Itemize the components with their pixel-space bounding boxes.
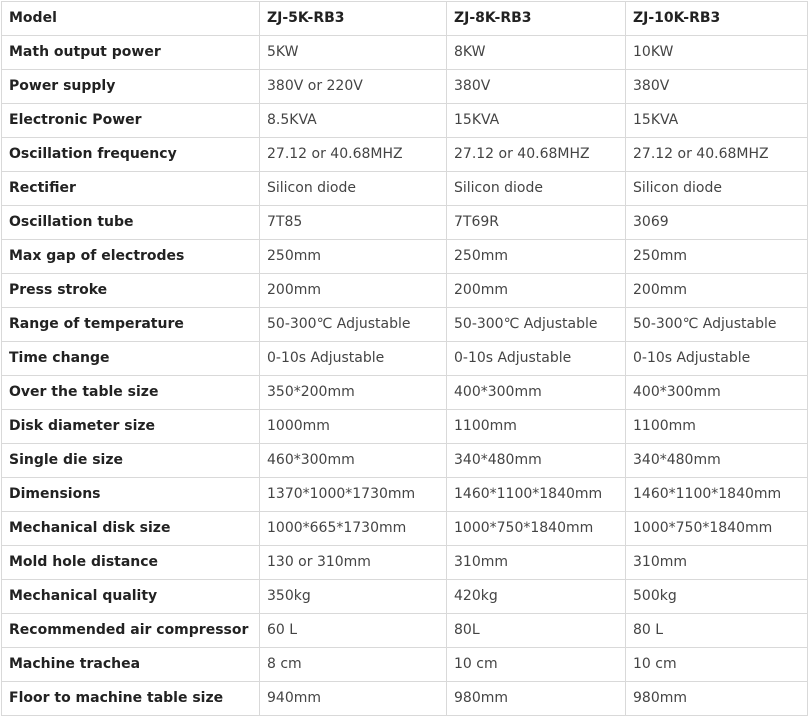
table-row (2, 240, 808, 274)
row-value-cell: 10KW (626, 36, 808, 70)
row-value-cell: Silicon diode (447, 172, 626, 206)
row-value-cell: 940mm (260, 682, 447, 716)
table-row (2, 376, 808, 410)
table-row (2, 206, 808, 240)
row-label-cell: Mold hole distance (2, 546, 260, 580)
row-label-cell: Power supply (2, 70, 260, 104)
row-value-cell: 340*480mm (447, 444, 626, 478)
row-value-cell: 250mm (626, 240, 808, 274)
table-row (2, 308, 808, 342)
row-label-cell: Disk diameter size (2, 410, 260, 444)
row-value-cell: 310mm (626, 546, 808, 580)
row-value-cell: 340*480mm (626, 444, 808, 478)
row-value-cell: 27.12 or 40.68MHZ (447, 138, 626, 172)
row-value-cell: 80L (447, 614, 626, 648)
row-label-cell: Press stroke (2, 274, 260, 308)
row-value-cell: 50-300℃ Adjustable (447, 308, 626, 342)
row-label-cell: Machine trachea (2, 648, 260, 682)
row-value-cell: 0-10s Adjustable (447, 342, 626, 376)
row-value-cell: 27.12 or 40.68MHZ (626, 138, 808, 172)
row-value-cell: 15KVA (447, 104, 626, 138)
table-row (2, 274, 808, 308)
row-value-cell: 50-300℃ Adjustable (626, 308, 808, 342)
header-zj-5k-rb3: ZJ-5K-RB3 (260, 2, 447, 36)
row-value-cell: 60 L (260, 614, 447, 648)
table-row (2, 36, 808, 70)
table-row (2, 580, 808, 614)
row-label-cell: Oscillation tube (2, 206, 260, 240)
table-row (2, 682, 808, 716)
row-label-cell: Range of temperature (2, 308, 260, 342)
row-label-cell: Oscillation frequency (2, 138, 260, 172)
row-value-cell: 500kg (626, 580, 808, 614)
row-label-cell: Single die size (2, 444, 260, 478)
header-zj-8k-rb3: ZJ-8K-RB3 (447, 2, 626, 36)
row-value-cell: 1000*750*1840mm (447, 512, 626, 546)
row-value-cell: Silicon diode (626, 172, 808, 206)
row-value-cell: 50-300℃ Adjustable (260, 308, 447, 342)
table-row (2, 70, 808, 104)
row-value-cell: 380V (626, 70, 808, 104)
specification-table (1, 1, 808, 716)
header-model: Model (2, 2, 260, 36)
row-value-cell: 310mm (447, 546, 626, 580)
row-value-cell: 0-10s Adjustable (260, 342, 447, 376)
table-row (2, 614, 808, 648)
row-value-cell: 420kg (447, 580, 626, 614)
row-label-cell: Floor to machine table size (2, 682, 260, 716)
row-value-cell: 1460*1100*1840mm (447, 478, 626, 512)
table-row (2, 342, 808, 376)
row-value-cell: 8KW (447, 36, 626, 70)
row-value-cell: 80 L (626, 614, 808, 648)
table-row (2, 138, 808, 172)
row-value-cell: 980mm (447, 682, 626, 716)
top-clip (0, 0, 809, 1)
row-label-cell: Math output power (2, 36, 260, 70)
row-value-cell: 1370*1000*1730mm (260, 478, 447, 512)
row-label-cell: Recommended air compressor (2, 614, 260, 648)
row-label-cell: Mechanical quality (2, 580, 260, 614)
row-value-cell: 250mm (260, 240, 447, 274)
row-value-cell: 27.12 or 40.68MHZ (260, 138, 447, 172)
table-body (2, 36, 808, 716)
header-zj-10k-rb3: ZJ-10K-RB3 (626, 2, 808, 36)
row-label-cell: Max gap of electrodes (2, 240, 260, 274)
row-value-cell: 200mm (626, 274, 808, 308)
row-value-cell: 1460*1100*1840mm (626, 478, 808, 512)
row-value-cell: 200mm (447, 274, 626, 308)
row-value-cell: 130 or 310mm (260, 546, 447, 580)
row-label-cell: Mechanical disk size (2, 512, 260, 546)
table-row (2, 410, 808, 444)
row-value-cell: 8.5KVA (260, 104, 447, 138)
row-label-cell: Rectifier (2, 172, 260, 206)
row-value-cell: 400*300mm (447, 376, 626, 410)
row-label-cell: Time change (2, 342, 260, 376)
row-label-cell: Electronic Power (2, 104, 260, 138)
row-value-cell: 1000*750*1840mm (626, 512, 808, 546)
row-value-cell: 10 cm (447, 648, 626, 682)
row-value-cell: 3069 (626, 206, 808, 240)
table-header-row (2, 2, 808, 36)
table-row (2, 444, 808, 478)
row-value-cell: 200mm (260, 274, 447, 308)
row-value-cell: 1100mm (626, 410, 808, 444)
table-row (2, 478, 808, 512)
row-value-cell: 5KW (260, 36, 447, 70)
row-value-cell: 1000*665*1730mm (260, 512, 447, 546)
row-value-cell: 1100mm (447, 410, 626, 444)
row-value-cell: 460*300mm (260, 444, 447, 478)
row-value-cell: 7T69R (447, 206, 626, 240)
row-value-cell: 8 cm (260, 648, 447, 682)
row-value-cell: 350kg (260, 580, 447, 614)
row-value-cell: Silicon diode (260, 172, 447, 206)
table-row (2, 172, 808, 206)
row-value-cell: 250mm (447, 240, 626, 274)
row-value-cell: 400*300mm (626, 376, 808, 410)
row-value-cell: 350*200mm (260, 376, 447, 410)
row-value-cell: 10 cm (626, 648, 808, 682)
row-value-cell: 380V or 220V (260, 70, 447, 104)
row-value-cell: 7T85 (260, 206, 447, 240)
table-row (2, 648, 808, 682)
table-row (2, 104, 808, 138)
row-label-cell: Dimensions (2, 478, 260, 512)
row-label-cell: Over the table size (2, 376, 260, 410)
row-value-cell: 0-10s Adjustable (626, 342, 808, 376)
table-row (2, 512, 808, 546)
row-value-cell: 1000mm (260, 410, 447, 444)
row-value-cell: 380V (447, 70, 626, 104)
row-value-cell: 980mm (626, 682, 808, 716)
row-value-cell: 15KVA (626, 104, 808, 138)
table-row (2, 546, 808, 580)
